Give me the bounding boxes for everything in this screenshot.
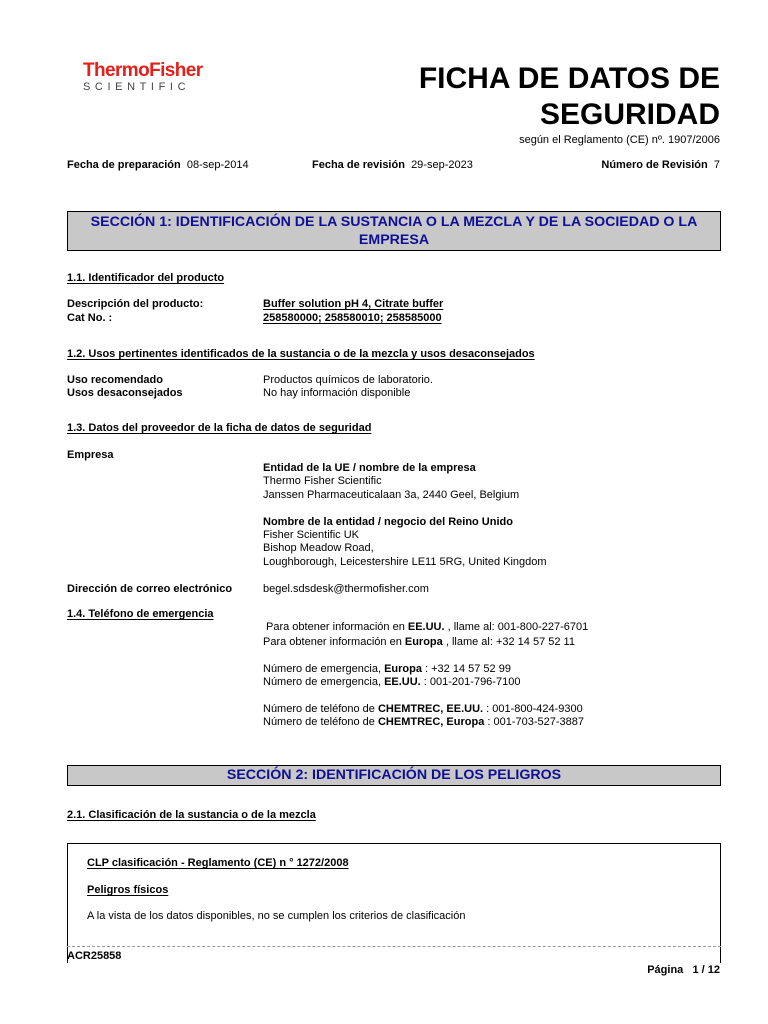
phone-info-europe-number: , llame al: +32 14 57 52 11: [442, 636, 575, 648]
phone-info-usa: [266, 621, 588, 634]
section2-title: SECCIÓN 2: IDENTIFICACIÓN DE LOS PELIGROS: [67, 765, 721, 786]
chemtrec-phone-europe: [263, 716, 584, 729]
eu-entity-heading: Entidad de la UE / nombre de la empresa: [263, 462, 476, 474]
eu-entity-address: Janssen Pharmaceuticalaan 3a, 2440 Geel, Belgium: [263, 489, 520, 501]
emergency-phone-usa: [263, 676, 520, 689]
uses-advised-against-value: No hay información disponible: [263, 387, 411, 399]
phone-info-europe-region: Europa: [404, 636, 443, 648]
recommended-use-label: Uso recomendado: [67, 374, 163, 386]
email-value[interactable]: begel.sdsdesk@thermofisher.com: [263, 583, 429, 595]
revision-date-value: 29-sep-2023: [411, 159, 473, 171]
regulation-note: según el Reglamento (CE) nº. 1907/2006: [519, 134, 720, 146]
phone-info-usa-region: EE.UU.: [407, 621, 445, 633]
section-1-4-heading: 1.4. Teléfono de emergencia: [67, 608, 214, 620]
chemtrec-europe-region: CHEMTREC, Europa: [377, 716, 485, 728]
uses-advised-against-label: Usos desaconsejados: [67, 387, 183, 399]
phone-info-europe: [263, 636, 575, 649]
product-description-value: Buffer solution pH 4, Citrate buffer: [263, 298, 444, 310]
footer-page-label: Página: [647, 964, 684, 976]
section-1-1-heading: 1.1. Identificador del producto: [67, 272, 225, 284]
logo-subtitle: SCIENTIFIC: [83, 81, 191, 93]
revision-number-value: 7: [713, 159, 720, 171]
preparation-date: [67, 159, 249, 172]
section1-title: SECCIÓN 1: IDENTIFICACIÓN DE LA SUSTANCIA O LA MEZCLA Y DE LA SOCIEDAD O LA EMPRESA: [67, 211, 721, 251]
document-title: FICHA DE DATOS DE SEGURIDAD: [418, 62, 720, 131]
clp-heading: CLP clasificación - Reglamento (CE) n ° 1272/2008: [87, 857, 349, 869]
phone-info-usa-pre: Para obtener información en: [266, 621, 408, 633]
chemtrec-europe-pre: Número de teléfono de: [263, 716, 378, 728]
footer-document-code: ACR25858: [67, 950, 122, 962]
section-2-1-heading: 2.1. Clasificación de la sustancia o de la mezcla: [67, 809, 316, 821]
footer-divider: [67, 946, 721, 947]
uk-entity-address-2: Loughborough, Leicestershire LE11 5RG, United Kingdom: [263, 556, 547, 568]
physical-hazards-text: A la vista de los datos disponibles, no se cumplen los criterios de clasificación: [87, 910, 466, 922]
chemtrec-phone-usa: [263, 703, 583, 716]
phone-info-europe-pre: Para obtener información en: [263, 636, 405, 648]
preparation-date-label: Fecha de preparación: [67, 159, 181, 171]
company-label: Empresa: [67, 449, 114, 461]
uk-entity-address-1: Bishop Meadow Road,: [263, 542, 374, 554]
chemtrec-europe-number: : 001-703-527-3887: [484, 716, 584, 728]
emergency-usa-region: EE.UU.: [384, 676, 421, 688]
section-1-2-heading: 1.2. Usos pertinentes identificados de la sustancia o de la mezcla y usos desaconsejados: [67, 348, 535, 360]
emergency-phone-europe: [263, 663, 511, 676]
emergency-europe-number: : +32 14 57 52 99: [421, 663, 511, 675]
footer-page-value: 1 / 12: [692, 964, 720, 976]
physical-hazards-heading: Peligros físicos: [87, 884, 169, 896]
eu-entity-name: Thermo Fisher Scientific: [263, 475, 382, 487]
revision-date: [312, 159, 473, 172]
emergency-usa-number: : 001-201-796-7100: [420, 676, 521, 688]
preparation-date-value: 08-sep-2014: [186, 159, 249, 171]
chemtrec-usa-region: CHEMTREC, EE.UU.: [377, 703, 484, 715]
cat-no-value: 258580000; 258580010; 258585000: [263, 312, 442, 324]
emergency-europe-region: Europa: [384, 663, 422, 675]
chemtrec-usa-pre: Número de teléfono de: [263, 703, 378, 715]
cat-no-label: Cat No. :: [67, 312, 113, 324]
revision-number: [601, 159, 720, 172]
footer-page-number: [647, 964, 720, 977]
revision-date-label: Fecha de revisión: [312, 159, 405, 171]
email-label: Dirección de correo electrónico: [67, 583, 233, 595]
revision-number-label: Número de Revisión: [601, 159, 708, 171]
chemtrec-usa-number: : 001-800-424-9300: [483, 703, 583, 715]
phone-info-usa-number: , llame al: 001-800-227-6701: [444, 621, 589, 633]
emergency-usa-pre: Número de emergencia,: [263, 676, 385, 688]
logo-wordmark: ThermoFisher: [83, 60, 203, 81]
product-description-label: Descripción del producto:: [67, 298, 204, 310]
section-1-3-heading: 1.3. Datos del proveedor de la ficha de datos de seguridad: [67, 422, 372, 434]
uk-entity-name: Fisher Scientific UK: [263, 529, 359, 541]
emergency-europe-pre: Número de emergencia,: [263, 663, 385, 675]
recommended-use-value: Productos químicos de laboratorio.: [263, 374, 433, 386]
uk-entity-heading: Nombre de la entidad / negocio del Reino Unido: [263, 516, 513, 528]
